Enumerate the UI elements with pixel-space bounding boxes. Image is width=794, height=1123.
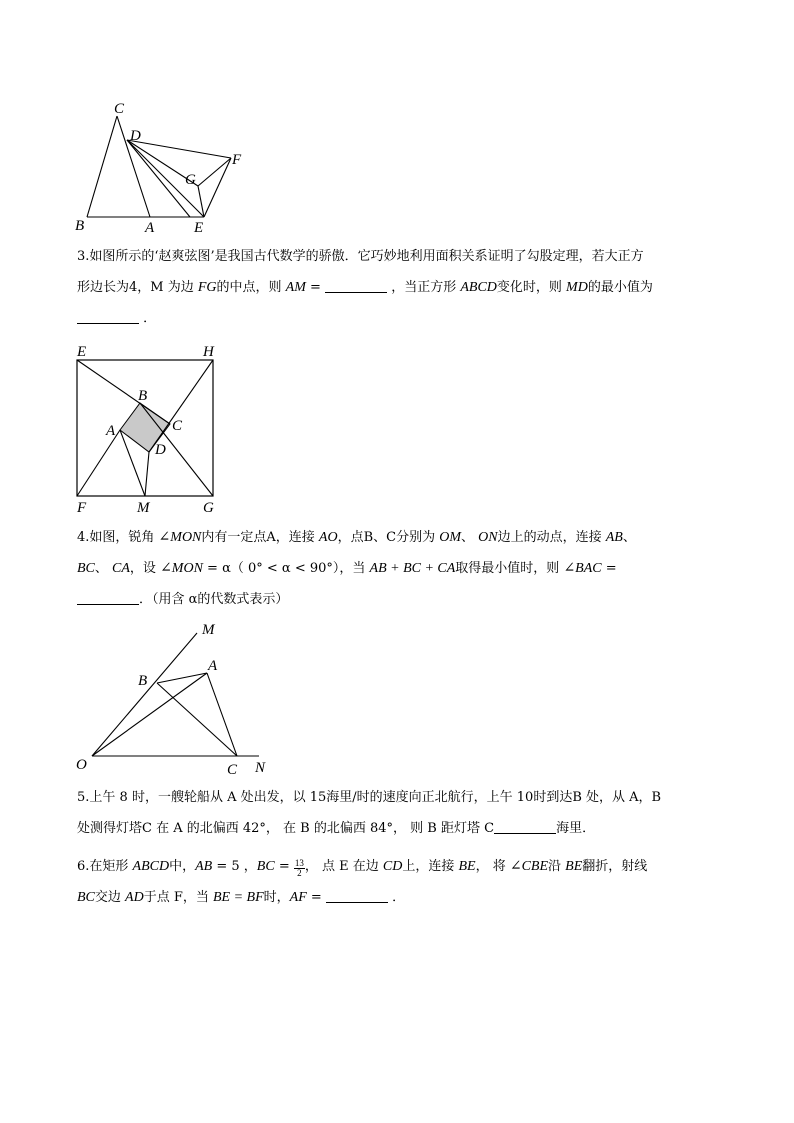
q6-line-1: 6.在矩形 ABCD中，AB = 5 ，BC = $\frac{13}{2}$ ， 点 E 在边 CD上，连接 BE， 将 ∠CBE沿 BE翻折，射线 [77, 858, 648, 878]
label-b: B [138, 673, 148, 689]
label-h: H [203, 344, 214, 360]
label-c: C [227, 762, 238, 778]
segment-d-inner [127, 140, 190, 217]
q5-line-2: 处测得灯塔C 在 A 的北偏西 42°， 在 B 的北偏西 84°， 则 B 距灯塔 C 海里． [77, 821, 596, 836]
figure-3 [72, 618, 282, 778]
label-m: M [202, 622, 215, 638]
figure-1-svg [70, 98, 260, 240]
label-g: G [185, 172, 196, 188]
label-c: C [172, 418, 183, 434]
answer-blank-md[interactable] [77, 309, 139, 324]
segment-fa [77, 430, 120, 496]
label-a: A [208, 658, 218, 674]
label-m: M [137, 500, 150, 516]
answer-blank-af[interactable] [326, 888, 388, 903]
q3-line-1: 3.如图所示的‘赵爽弦图’是我国古代数学的骄傲．它巧妙地利用面积关系证明了勾股定理，若大正方 [77, 249, 644, 264]
label-g: G [203, 500, 214, 516]
q3-line-2: 形边长为4，M 为边 FG的中点，则 AM = ，当正方形 ABCD变化时，则 MD的最小值为 [77, 280, 653, 295]
figure-2-svg [70, 338, 230, 516]
answer-blank-am[interactable] [325, 278, 387, 293]
label-o: O [76, 757, 87, 773]
q6-line-2: BC交边 AD于点 F，当 BE = BF时，AF = ． [77, 890, 406, 905]
answer-blank-bac[interactable] [77, 590, 139, 605]
q4-line-2: BC、 CA，设 ∠MON = α（ 0° < α < 90°），当 AB + BC + CA取得最小值时，则 ∠BAC = [77, 561, 617, 576]
label-d: D [155, 442, 166, 458]
q4-line-3: ．（用含 α的代数式表示） [77, 584, 727, 615]
ray-om [92, 633, 197, 756]
segment-gf [198, 158, 231, 186]
answer-blank-bc[interactable] [494, 819, 556, 834]
figure-3-svg [72, 618, 282, 778]
q4-line-1: 4.如图，锐角 ∠MON内有一定点A，连接 AO，点B、C分别为 OM、 ON边上的动点，连接 AB、 [77, 530, 636, 545]
segment-ec [77, 360, 170, 424]
label-n: N [255, 760, 266, 776]
segment-ao [92, 673, 207, 756]
label-c: C [114, 101, 125, 117]
segment-fe [204, 158, 231, 217]
segment-bc [157, 683, 237, 756]
question-4 [77, 522, 727, 615]
fraction-13-over-2: $\frac{13}{2}$ [294, 858, 304, 878]
question-5 [77, 782, 727, 844]
label-e: E [194, 220, 204, 236]
label-f: F [77, 500, 87, 516]
segment-md [145, 452, 149, 496]
segment-ac [207, 673, 237, 756]
q5-line-1: 5.上午 8 时，一艘轮船从 A 处出发，以 15海里/时的速度向正北航行，上午 10时到达B 处，从 A，B [77, 790, 662, 805]
segment-hd [149, 360, 213, 452]
label-b: B [138, 388, 148, 404]
segment-cb [87, 116, 117, 217]
label-b: B [75, 218, 85, 234]
label-a: A [106, 423, 116, 439]
label-f: F [232, 152, 242, 168]
figure-1 [70, 98, 260, 240]
question-6 [77, 851, 727, 913]
q3-line-3: ． [77, 303, 727, 334]
figure-2 [70, 338, 230, 516]
label-a: A [145, 220, 155, 236]
label-e: E [77, 344, 87, 360]
question-3 [77, 241, 727, 334]
label-d: D [130, 128, 141, 144]
